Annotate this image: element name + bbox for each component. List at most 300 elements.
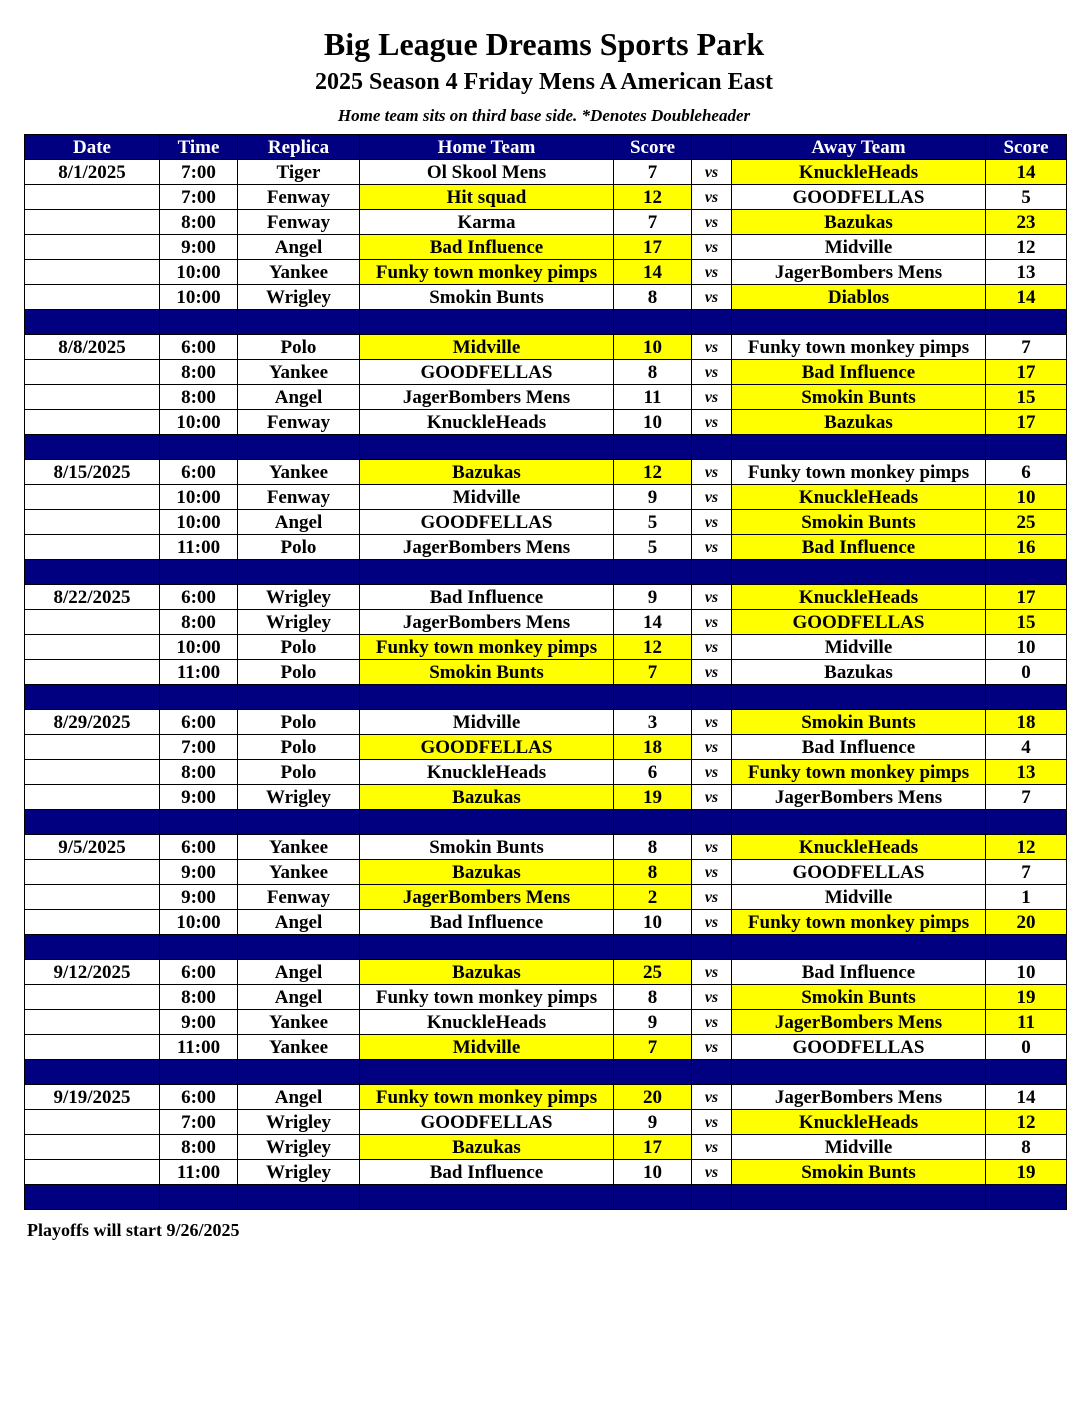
away-team-cell: Midville bbox=[732, 1135, 986, 1160]
away-score-cell: 23 bbox=[986, 210, 1067, 235]
away-score-cell: 10 bbox=[986, 960, 1067, 985]
game-row bbox=[25, 635, 1067, 660]
time-cell: 7:00 bbox=[160, 735, 238, 760]
home-team-cell: Smokin Bunts bbox=[360, 660, 614, 685]
home-team-cell: GOODFELLAS bbox=[360, 1110, 614, 1135]
separator-cell bbox=[25, 1185, 160, 1210]
vs-cell: vs bbox=[692, 160, 732, 185]
date-cell bbox=[25, 410, 160, 435]
schedule-body bbox=[25, 160, 1067, 1210]
separator-cell bbox=[360, 435, 614, 460]
date-cell bbox=[25, 285, 160, 310]
page-title: Big League Dreams Sports Park bbox=[323, 26, 765, 62]
home-team-cell: JagerBombers Mens bbox=[360, 610, 614, 635]
vs-cell: vs bbox=[692, 535, 732, 560]
separator-cell bbox=[614, 685, 692, 710]
home-score-cell: 9 bbox=[614, 1110, 692, 1135]
separator-cell bbox=[160, 810, 238, 835]
separator-cell bbox=[238, 810, 360, 835]
separator-cell bbox=[614, 810, 692, 835]
time-cell: 11:00 bbox=[160, 660, 238, 685]
home-score-cell: 3 bbox=[614, 710, 692, 735]
home-score-cell: 12 bbox=[614, 460, 692, 485]
date-cell bbox=[25, 1010, 160, 1035]
replica-cell: Fenway bbox=[238, 885, 360, 910]
replica-cell: Wrigley bbox=[238, 610, 360, 635]
away-team-cell: Smokin Bunts bbox=[732, 510, 986, 535]
replica-cell: Yankee bbox=[238, 1010, 360, 1035]
home-score-cell: 17 bbox=[614, 1135, 692, 1160]
date-cell bbox=[25, 910, 160, 935]
vs-cell: vs bbox=[692, 1160, 732, 1185]
away-score-cell: 17 bbox=[986, 585, 1067, 610]
replica-cell: Angel bbox=[238, 385, 360, 410]
away-score-cell: 12 bbox=[986, 835, 1067, 860]
separator-cell bbox=[25, 310, 160, 335]
away-score-cell: 0 bbox=[986, 1035, 1067, 1060]
game-row bbox=[25, 385, 1067, 410]
replica-cell: Polo bbox=[238, 635, 360, 660]
home-team-cell: Smokin Bunts bbox=[360, 835, 614, 860]
date-cell: 8/1/2025 bbox=[25, 160, 160, 185]
game-row bbox=[25, 610, 1067, 635]
replica-cell: Polo bbox=[238, 660, 360, 685]
away-score-cell: 14 bbox=[986, 160, 1067, 185]
col-header-home-score: Score bbox=[614, 135, 692, 160]
replica-cell: Polo bbox=[238, 535, 360, 560]
away-score-cell: 12 bbox=[986, 235, 1067, 260]
vs-cell: vs bbox=[692, 260, 732, 285]
home-team-cell: KnuckleHeads bbox=[360, 760, 614, 785]
game-row bbox=[25, 535, 1067, 560]
game-row bbox=[25, 1135, 1067, 1160]
home-score-cell: 12 bbox=[614, 185, 692, 210]
separator-cell bbox=[692, 935, 732, 960]
away-score-cell: 17 bbox=[986, 410, 1067, 435]
home-score-cell: 11 bbox=[614, 385, 692, 410]
away-score-cell: 6 bbox=[986, 460, 1067, 485]
week-separator-row bbox=[25, 685, 1067, 710]
away-team-cell: Funky town monkey pimps bbox=[732, 910, 986, 935]
time-cell: 9:00 bbox=[160, 1010, 238, 1035]
separator-cell bbox=[692, 310, 732, 335]
vs-cell: vs bbox=[692, 1110, 732, 1135]
replica-cell: Fenway bbox=[238, 210, 360, 235]
time-cell: 8:00 bbox=[160, 985, 238, 1010]
home-team-cell: Smokin Bunts bbox=[360, 285, 614, 310]
home-team-cell: Funky town monkey pimps bbox=[360, 635, 614, 660]
date-cell bbox=[25, 1160, 160, 1185]
date-cell bbox=[25, 510, 160, 535]
time-cell: 10:00 bbox=[160, 285, 238, 310]
date-cell: 8/22/2025 bbox=[25, 585, 160, 610]
separator-cell bbox=[986, 685, 1067, 710]
away-team-cell: JagerBombers Mens bbox=[732, 1010, 986, 1035]
home-team-cell: Bad Influence bbox=[360, 585, 614, 610]
time-cell: 8:00 bbox=[160, 360, 238, 385]
away-score-cell: 20 bbox=[986, 910, 1067, 935]
date-cell bbox=[25, 385, 160, 410]
away-team-cell: Bazukas bbox=[732, 660, 986, 685]
separator-cell bbox=[238, 435, 360, 460]
home-score-cell: 8 bbox=[614, 985, 692, 1010]
vs-cell: vs bbox=[692, 985, 732, 1010]
away-score-cell: 17 bbox=[986, 360, 1067, 385]
replica-cell: Polo bbox=[238, 760, 360, 785]
game-row bbox=[25, 510, 1067, 535]
date-cell bbox=[25, 1035, 160, 1060]
replica-cell: Fenway bbox=[238, 410, 360, 435]
date-cell bbox=[25, 610, 160, 635]
home-team-cell: Bazukas bbox=[360, 785, 614, 810]
away-team-cell: KnuckleHeads bbox=[732, 835, 986, 860]
home-team-cell: Ol Skool Mens bbox=[360, 160, 614, 185]
vs-cell: vs bbox=[692, 735, 732, 760]
replica-cell: Wrigley bbox=[238, 1135, 360, 1160]
away-score-cell: 25 bbox=[986, 510, 1067, 535]
home-score-cell: 8 bbox=[614, 835, 692, 860]
separator-cell bbox=[25, 435, 160, 460]
date-cell bbox=[25, 660, 160, 685]
time-cell: 10:00 bbox=[160, 410, 238, 435]
separator-cell bbox=[360, 685, 614, 710]
separator-cell bbox=[732, 435, 986, 460]
separator-cell bbox=[360, 1185, 614, 1210]
away-score-cell: 18 bbox=[986, 710, 1067, 735]
replica-cell: Yankee bbox=[238, 835, 360, 860]
date-cell: 9/5/2025 bbox=[25, 835, 160, 860]
separator-cell bbox=[732, 935, 986, 960]
replica-cell: Angel bbox=[238, 960, 360, 985]
away-score-cell: 15 bbox=[986, 385, 1067, 410]
separator-cell bbox=[238, 685, 360, 710]
date-cell bbox=[25, 985, 160, 1010]
away-score-cell: 11 bbox=[986, 1010, 1067, 1035]
time-cell: 7:00 bbox=[160, 185, 238, 210]
col-header-away-score: Score bbox=[986, 135, 1067, 160]
date-cell: 9/19/2025 bbox=[25, 1085, 160, 1110]
game-row bbox=[25, 785, 1067, 810]
time-cell: 8:00 bbox=[160, 210, 238, 235]
vs-cell: vs bbox=[692, 360, 732, 385]
home-team-cell: JagerBombers Mens bbox=[360, 535, 614, 560]
away-team-cell: Midville bbox=[732, 885, 986, 910]
home-team-cell: KnuckleHeads bbox=[360, 1010, 614, 1035]
away-team-cell: Bad Influence bbox=[732, 960, 986, 985]
separator-cell bbox=[160, 935, 238, 960]
time-cell: 11:00 bbox=[160, 535, 238, 560]
game-row bbox=[25, 735, 1067, 760]
schedule-header-row bbox=[25, 135, 1067, 160]
away-team-cell: Funky town monkey pimps bbox=[732, 335, 986, 360]
away-team-cell: Funky town monkey pimps bbox=[732, 760, 986, 785]
home-score-cell: 5 bbox=[614, 510, 692, 535]
separator-cell bbox=[25, 1060, 160, 1085]
col-header-home-team: Home Team bbox=[360, 135, 614, 160]
time-cell: 10:00 bbox=[160, 510, 238, 535]
game-row bbox=[25, 1085, 1067, 1110]
home-score-cell: 10 bbox=[614, 410, 692, 435]
replica-cell: Fenway bbox=[238, 485, 360, 510]
game-row bbox=[25, 885, 1067, 910]
home-team-cell: JagerBombers Mens bbox=[360, 885, 614, 910]
vs-cell: vs bbox=[692, 660, 732, 685]
time-cell: 6:00 bbox=[160, 960, 238, 985]
separator-cell bbox=[614, 435, 692, 460]
vs-cell: vs bbox=[692, 485, 732, 510]
vs-cell: vs bbox=[692, 185, 732, 210]
date-cell bbox=[25, 885, 160, 910]
replica-cell: Wrigley bbox=[238, 585, 360, 610]
away-team-cell: KnuckleHeads bbox=[732, 585, 986, 610]
separator-cell bbox=[692, 1060, 732, 1085]
separator-cell bbox=[986, 1060, 1067, 1085]
separator-cell bbox=[614, 1060, 692, 1085]
away-team-cell: GOODFELLAS bbox=[732, 1035, 986, 1060]
separator-cell bbox=[360, 310, 614, 335]
replica-cell: Yankee bbox=[238, 1035, 360, 1060]
vs-cell: vs bbox=[692, 760, 732, 785]
replica-cell: Polo bbox=[238, 710, 360, 735]
col-header-replica: Replica bbox=[238, 135, 360, 160]
home-score-cell: 10 bbox=[614, 1160, 692, 1185]
date-cell bbox=[25, 235, 160, 260]
game-row bbox=[25, 160, 1067, 185]
home-score-cell: 7 bbox=[614, 160, 692, 185]
away-team-cell: Smokin Bunts bbox=[732, 1160, 986, 1185]
separator-cell bbox=[360, 935, 614, 960]
away-team-cell: Bad Influence bbox=[732, 735, 986, 760]
away-score-cell: 5 bbox=[986, 185, 1067, 210]
time-cell: 6:00 bbox=[160, 1085, 238, 1110]
time-cell: 11:00 bbox=[160, 1035, 238, 1060]
game-row bbox=[25, 660, 1067, 685]
game-row bbox=[25, 260, 1067, 285]
separator-cell bbox=[238, 310, 360, 335]
date-cell: 8/29/2025 bbox=[25, 710, 160, 735]
home-score-cell: 5 bbox=[614, 535, 692, 560]
replica-cell: Angel bbox=[238, 910, 360, 935]
home-score-cell: 2 bbox=[614, 885, 692, 910]
schedule-note: Home team sits on third base side. *Denotes Doubleheader bbox=[337, 106, 751, 125]
time-cell: 9:00 bbox=[160, 785, 238, 810]
away-team-cell: Diablos bbox=[732, 285, 986, 310]
home-score-cell: 14 bbox=[614, 610, 692, 635]
replica-cell: Angel bbox=[238, 985, 360, 1010]
date-cell bbox=[25, 260, 160, 285]
home-score-cell: 8 bbox=[614, 285, 692, 310]
game-row bbox=[25, 410, 1067, 435]
home-team-cell: Karma bbox=[360, 210, 614, 235]
away-score-cell: 12 bbox=[986, 1110, 1067, 1135]
date-cell bbox=[25, 785, 160, 810]
away-score-cell: 13 bbox=[986, 260, 1067, 285]
away-score-cell: 10 bbox=[986, 635, 1067, 660]
time-cell: 11:00 bbox=[160, 1160, 238, 1185]
away-team-cell: GOODFELLAS bbox=[732, 860, 986, 885]
replica-cell: Wrigley bbox=[238, 285, 360, 310]
home-team-cell: GOODFELLAS bbox=[360, 360, 614, 385]
home-team-cell: Bazukas bbox=[360, 1135, 614, 1160]
away-score-cell: 7 bbox=[986, 785, 1067, 810]
game-row bbox=[25, 1035, 1067, 1060]
time-cell: 9:00 bbox=[160, 235, 238, 260]
home-team-cell: Midville bbox=[360, 335, 614, 360]
separator-cell bbox=[692, 435, 732, 460]
away-team-cell: Midville bbox=[732, 635, 986, 660]
home-score-cell: 25 bbox=[614, 960, 692, 985]
date-cell bbox=[25, 860, 160, 885]
away-score-cell: 14 bbox=[986, 285, 1067, 310]
separator-cell bbox=[986, 1185, 1067, 1210]
replica-cell: Yankee bbox=[238, 460, 360, 485]
vs-cell: vs bbox=[692, 585, 732, 610]
separator-cell bbox=[732, 810, 986, 835]
separator-cell bbox=[160, 310, 238, 335]
game-row bbox=[25, 235, 1067, 260]
game-row bbox=[25, 760, 1067, 785]
separator-cell bbox=[986, 935, 1067, 960]
home-score-cell: 8 bbox=[614, 360, 692, 385]
date-cell bbox=[25, 185, 160, 210]
vs-cell: vs bbox=[692, 785, 732, 810]
vs-cell: vs bbox=[692, 1135, 732, 1160]
separator-cell bbox=[238, 1060, 360, 1085]
date-cell bbox=[25, 360, 160, 385]
separator-cell bbox=[614, 935, 692, 960]
away-team-cell: Midville bbox=[732, 235, 986, 260]
separator-cell bbox=[360, 810, 614, 835]
home-team-cell: JagerBombers Mens bbox=[360, 385, 614, 410]
replica-cell: Yankee bbox=[238, 360, 360, 385]
home-team-cell: KnuckleHeads bbox=[360, 410, 614, 435]
time-cell: 8:00 bbox=[160, 760, 238, 785]
time-cell: 6:00 bbox=[160, 585, 238, 610]
vs-cell: vs bbox=[692, 1035, 732, 1060]
game-row bbox=[25, 335, 1067, 360]
vs-cell: vs bbox=[692, 885, 732, 910]
time-cell: 10:00 bbox=[160, 485, 238, 510]
separator-cell bbox=[986, 435, 1067, 460]
home-team-cell: Midville bbox=[360, 485, 614, 510]
separator-cell bbox=[986, 560, 1067, 585]
date-cell bbox=[25, 210, 160, 235]
vs-cell: vs bbox=[692, 1085, 732, 1110]
replica-cell: Yankee bbox=[238, 860, 360, 885]
home-score-cell: 6 bbox=[614, 760, 692, 785]
away-score-cell: 0 bbox=[986, 660, 1067, 685]
separator-cell bbox=[732, 310, 986, 335]
vs-cell: vs bbox=[692, 910, 732, 935]
separator-cell bbox=[732, 685, 986, 710]
vs-cell: vs bbox=[692, 860, 732, 885]
away-team-cell: GOODFELLAS bbox=[732, 610, 986, 635]
vs-cell: vs bbox=[692, 835, 732, 860]
away-score-cell: 19 bbox=[986, 1160, 1067, 1185]
home-team-cell: Hit squad bbox=[360, 185, 614, 210]
separator-cell bbox=[986, 810, 1067, 835]
separator-cell bbox=[614, 560, 692, 585]
separator-cell bbox=[614, 1185, 692, 1210]
separator-cell bbox=[692, 1185, 732, 1210]
home-score-cell: 7 bbox=[614, 660, 692, 685]
home-score-cell: 10 bbox=[614, 910, 692, 935]
separator-cell bbox=[692, 560, 732, 585]
separator-cell bbox=[238, 935, 360, 960]
game-row bbox=[25, 1160, 1067, 1185]
home-score-cell: 18 bbox=[614, 735, 692, 760]
away-score-cell: 8 bbox=[986, 1135, 1067, 1160]
vs-cell: vs bbox=[692, 960, 732, 985]
away-team-cell: KnuckleHeads bbox=[732, 160, 986, 185]
replica-cell: Wrigley bbox=[238, 1160, 360, 1185]
home-score-cell: 8 bbox=[614, 860, 692, 885]
week-separator-row bbox=[25, 810, 1067, 835]
replica-cell: Tiger bbox=[238, 160, 360, 185]
home-team-cell: Bad Influence bbox=[360, 910, 614, 935]
time-cell: 6:00 bbox=[160, 710, 238, 735]
game-row bbox=[25, 710, 1067, 735]
date-cell bbox=[25, 1110, 160, 1135]
home-score-cell: 7 bbox=[614, 1035, 692, 1060]
away-score-cell: 16 bbox=[986, 535, 1067, 560]
away-score-cell: 7 bbox=[986, 860, 1067, 885]
replica-cell: Angel bbox=[238, 1085, 360, 1110]
week-separator-row bbox=[25, 435, 1067, 460]
home-score-cell: 19 bbox=[614, 785, 692, 810]
vs-cell: vs bbox=[692, 460, 732, 485]
vs-cell: vs bbox=[692, 210, 732, 235]
separator-cell bbox=[692, 685, 732, 710]
time-cell: 10:00 bbox=[160, 260, 238, 285]
home-team-cell: GOODFELLAS bbox=[360, 510, 614, 535]
home-score-cell: 12 bbox=[614, 635, 692, 660]
separator-cell bbox=[692, 810, 732, 835]
away-team-cell: Bazukas bbox=[732, 410, 986, 435]
separator-cell bbox=[25, 935, 160, 960]
separator-cell bbox=[25, 810, 160, 835]
vs-cell: vs bbox=[692, 285, 732, 310]
col-header-away-team: Away Team bbox=[732, 135, 986, 160]
replica-cell: Wrigley bbox=[238, 1110, 360, 1135]
game-row bbox=[25, 585, 1067, 610]
replica-cell: Fenway bbox=[238, 185, 360, 210]
separator-cell bbox=[160, 685, 238, 710]
game-row bbox=[25, 185, 1067, 210]
away-team-cell: Bad Influence bbox=[732, 360, 986, 385]
game-row bbox=[25, 985, 1067, 1010]
date-cell bbox=[25, 1135, 160, 1160]
away-score-cell: 14 bbox=[986, 1085, 1067, 1110]
time-cell: 10:00 bbox=[160, 635, 238, 660]
time-cell: 8:00 bbox=[160, 385, 238, 410]
game-row bbox=[25, 360, 1067, 385]
away-team-cell: GOODFELLAS bbox=[732, 185, 986, 210]
vs-cell: vs bbox=[692, 335, 732, 360]
away-score-cell: 7 bbox=[986, 335, 1067, 360]
away-team-cell: KnuckleHeads bbox=[732, 485, 986, 510]
away-team-cell: Smokin Bunts bbox=[732, 985, 986, 1010]
week-separator-row bbox=[25, 310, 1067, 335]
game-row bbox=[25, 960, 1067, 985]
home-team-cell: Bazukas bbox=[360, 460, 614, 485]
game-row bbox=[25, 1110, 1067, 1135]
date-cell bbox=[25, 535, 160, 560]
time-cell: 9:00 bbox=[160, 860, 238, 885]
time-cell: 7:00 bbox=[160, 160, 238, 185]
away-team-cell: Smokin Bunts bbox=[732, 385, 986, 410]
page-subtitle: 2025 Season 4 Friday Mens A American East bbox=[314, 69, 773, 95]
